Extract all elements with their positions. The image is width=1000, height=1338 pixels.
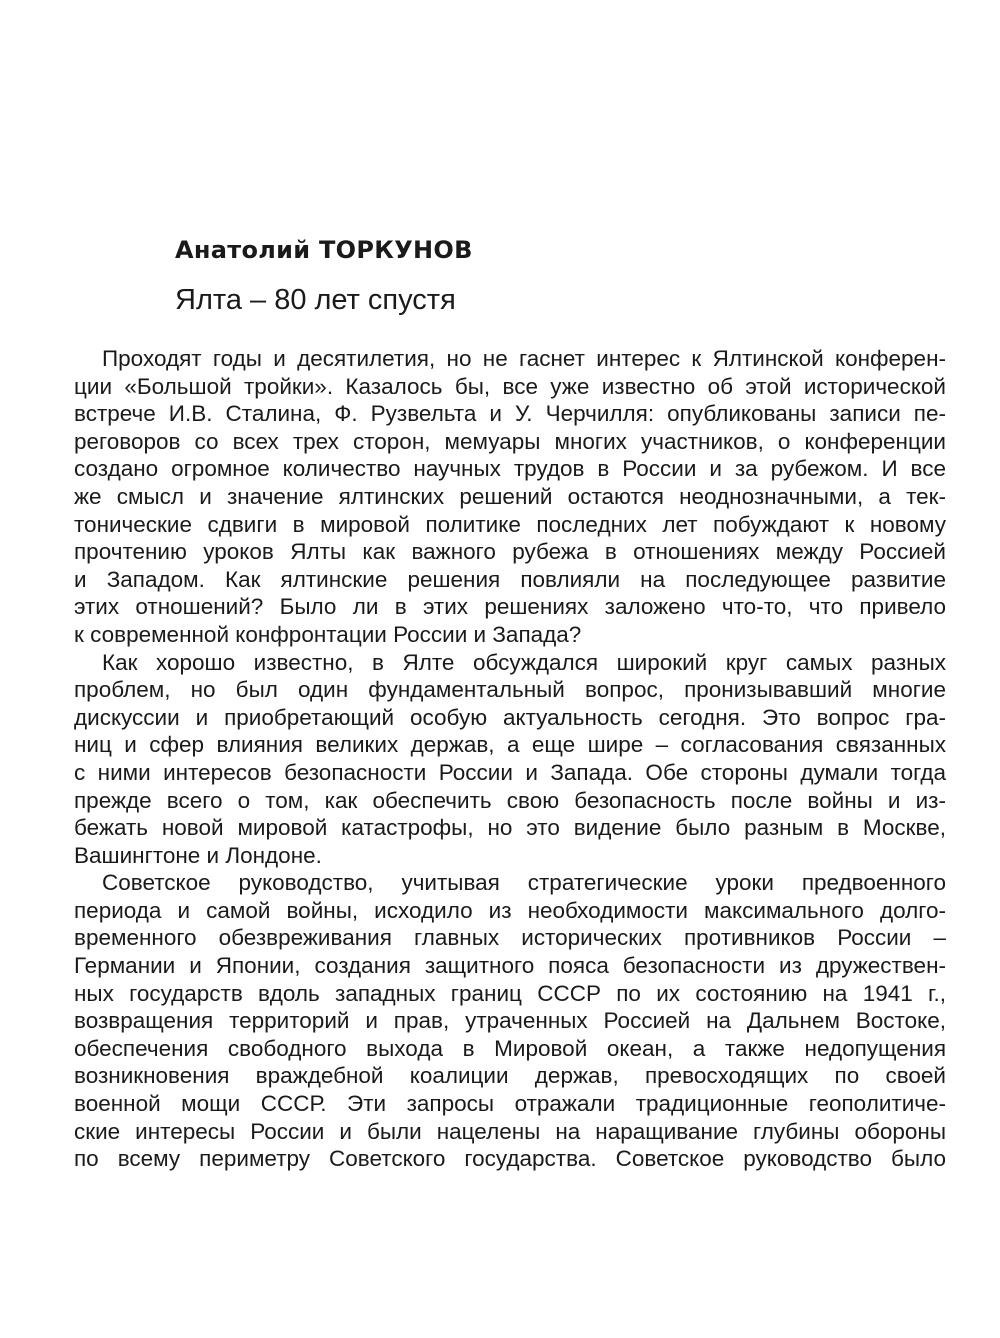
text-line: ские интересы России и были нацелены на наращивание глубины обороны (74, 1118, 946, 1144)
text-line: возвращения территорий и прав, утраченных Россией на Дальнем Востоке, (74, 1008, 946, 1034)
article-title: Ялта – 80 лет спустя (175, 284, 456, 316)
text-line: Советское руководство, учитывая стратегические уроки предвоенного (102, 870, 946, 896)
text-line: дискуссии и приобретающий особую актуальность сегодня. Это вопрос гра- (74, 704, 946, 730)
paragraph-1 (74, 345, 946, 649)
paragraph-2 (74, 649, 946, 870)
text-line: к современной конфронтации России и Запада? (74, 621, 582, 647)
text-line: Проходят годы и десятилетия, но не гаснет интерес к Ялтинской конферен- (102, 346, 946, 371)
text-line: периода и самой войны, исходило из необходимости максимального долго- (74, 897, 946, 923)
text-line: ных государств вдоль западных границ СССР по их состоянию на 1941 г., (74, 980, 946, 1006)
text-line: проблем, но был один фундаментальный вопрос, пронизывавший многие (74, 677, 946, 703)
text-line: военной мощи СССР. Эти запросы отражали традиционные геополитиче- (74, 1091, 946, 1117)
text-line: Как хорошо известно, в Ялте обсуждался широкий круг самых разных (102, 649, 946, 675)
text-line: временного обезвреживания главных исторических противников России – (74, 925, 946, 951)
text-line: тонические сдвиги в мировой политике последних лет побуждают к новому (74, 511, 946, 537)
text-line: этих отношений? Было ли в этих решениях заложено что-то, что привело (74, 594, 946, 620)
text-line: Германии и Японии, создания защитного пояса безопасности из дружествен- (74, 953, 946, 979)
text-line: возникновения враждебной коалиции держав, превосходящих по своей (74, 1063, 946, 1089)
paragraph-3 (74, 869, 946, 1173)
text-line: ниц и сфер влияния великих держав, а еще шире – согласования связанных (74, 732, 946, 758)
text-line: же смысл и значение ялтинских решений остаются неоднозначными, а тек- (74, 483, 946, 509)
article-body (74, 345, 946, 1173)
text-line: прежде всего о том, как обеспечить свою безопасность после войны и из- (74, 787, 946, 813)
text-line: создано огромное количество научных трудов в России и за рубежом. И все (74, 456, 946, 482)
text-line: Вашингтоне и Лондоне. (74, 842, 322, 868)
text-line: с ними интересов безопасности России и Запада. Обе стороны думали тогда (74, 759, 946, 785)
text-line: по всему периметру Советского государства. Советское руководство было (74, 1146, 946, 1172)
text-line: встрече И.В. Сталина, Ф. Рузвельта и У. Черчилля: опубликованы записи пе- (74, 401, 946, 427)
text-line: бежать новой мировой катастрофы, но это видение было разным в Москве, (74, 815, 946, 841)
text-line: и Западом. Как ялтинские решения повлияли на последующее развитие (74, 566, 946, 592)
text-line: обеспечения свободного выхода в Мировой океан, а также недопущения (74, 1035, 946, 1061)
text-line: реговоров со всех трех сторон, мемуары многих участников, о конференции (74, 428, 946, 454)
text-line: прочтению уроков Ялты как важного рубежа в отношениях между Россией (74, 539, 946, 565)
article-author: Анатолий ТОРКУНОВ (175, 236, 473, 264)
text-line: ции «Большой тройки». Казалось бы, все уже известно об этой исторической (74, 373, 946, 399)
